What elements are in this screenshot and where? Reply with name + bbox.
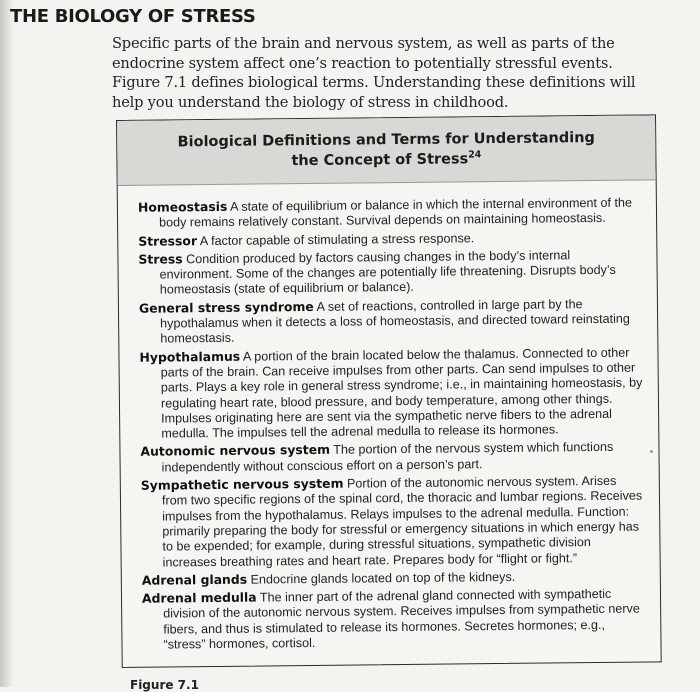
definition-text: A set of reactions, controlled in large part by the hypothalamus when it detects a loss of homeostasis, and directed toward reinstating homeostasis.: [160, 296, 630, 346]
definition-text: The inner part of the adrenal gland connected with sympathetic division of the autonomic nervous system. Receives impulses from sympathetic nerve fibers, and thus is stimulated to release its hormones. Secretes hormones; e.g., “stress” hormones, cortisol.: [163, 586, 640, 652]
definition-text: Portion of the autonomic nervous system. Arises from two specific regions of the spinal cord, the thoracic and lumbar regions. Receives impulses from the hypothalamus. Relays impulses to the adrenal medulla. Function: primarily preparing the body for stressful or emergency situations in which energy has to be expended; for example, during stressful situations, sympathetic division increases breathing rates and heart rate. Prepares body for “flight or fight.”: [161, 473, 643, 570]
box-title-line2: the Concept of Stress: [291, 151, 469, 170]
definitions-box-header: [117, 115, 656, 186]
page-binding-shadow: [0, 0, 14, 687]
definition-term: Stress: [138, 251, 183, 267]
definition-term: Sympathetic nervous system: [140, 475, 344, 493]
definitions-list: [118, 180, 661, 653]
definitions-box: [116, 114, 662, 668]
box-title-line1: Biological Definitions and Terms for Understanding: [177, 129, 595, 151]
definition-item: [138, 194, 642, 231]
definitions-box-title: [177, 128, 595, 172]
definition-text: Condition produced by factors causing changes in the body’s internal environment. Some of the changes are potentially life threatening. Disrupts body’s homeostasis (state of equilibrium or balance).: [159, 248, 616, 298]
definition-item: [138, 246, 642, 298]
definition-text: The portion of the nervous system which functions independently without conscious effort on a person’s part.: [161, 440, 614, 475]
intro-paragraph: Specific parts of the brain and nervous system, as well as parts of the endocrine system affect one’s reaction to potentially stressful events. Figure 7.1 defines biological terms. Understanding these definitions will help you understand the biology of stress in childhood.: [112, 35, 636, 111]
definition-term: Homeostasis: [137, 198, 228, 215]
definition-text: A factor capable of stimulating a stress response.: [199, 230, 475, 248]
definition-item: [141, 473, 646, 571]
definition-term: General stress syndrome: [138, 298, 314, 316]
definition-term: Hypothalamus: [139, 348, 241, 365]
figure-label: Figure 7.1: [130, 678, 199, 692]
definition-item: [139, 295, 643, 347]
definition-item: [140, 439, 644, 476]
definition-term: Adrenal medulla: [141, 589, 257, 606]
box-title-reference: 24: [468, 149, 482, 161]
definition-item: [139, 344, 644, 442]
box-title-line2-wrap: [178, 148, 596, 172]
page-speck: [650, 450, 653, 453]
definition-term: Stressor: [138, 232, 198, 249]
definition-item: [142, 586, 647, 653]
definition-text: A portion of the brain located below the thalamus. Connected to other parts of the brain. Can receive impulses from other parts. Can send impulses to other parts. Plays a key role in general stress syndrome; i.e., in maintaining homeostasis, by regulating heart rate, blood pressure, and body temperature, among other things. Impulses originating here are sent via the sympathetic nerve fibers to the adrenal medulla. The impulses tell the adrenal medulla to release its hormones.: [160, 345, 643, 441]
definition-text: A state of equilibrium or balance in which the internal environment of the body remains relatively constant. Survival depends on maintaining homeostasis.: [159, 195, 632, 230]
definition-term: Autonomic nervous system: [140, 442, 331, 460]
definition-text: Endocrine glands located on top of the kidneys.: [250, 569, 516, 587]
section-heading: THE BIOLOGY OF STRESS: [10, 6, 256, 27]
definition-term: Adrenal glands: [141, 571, 248, 588]
